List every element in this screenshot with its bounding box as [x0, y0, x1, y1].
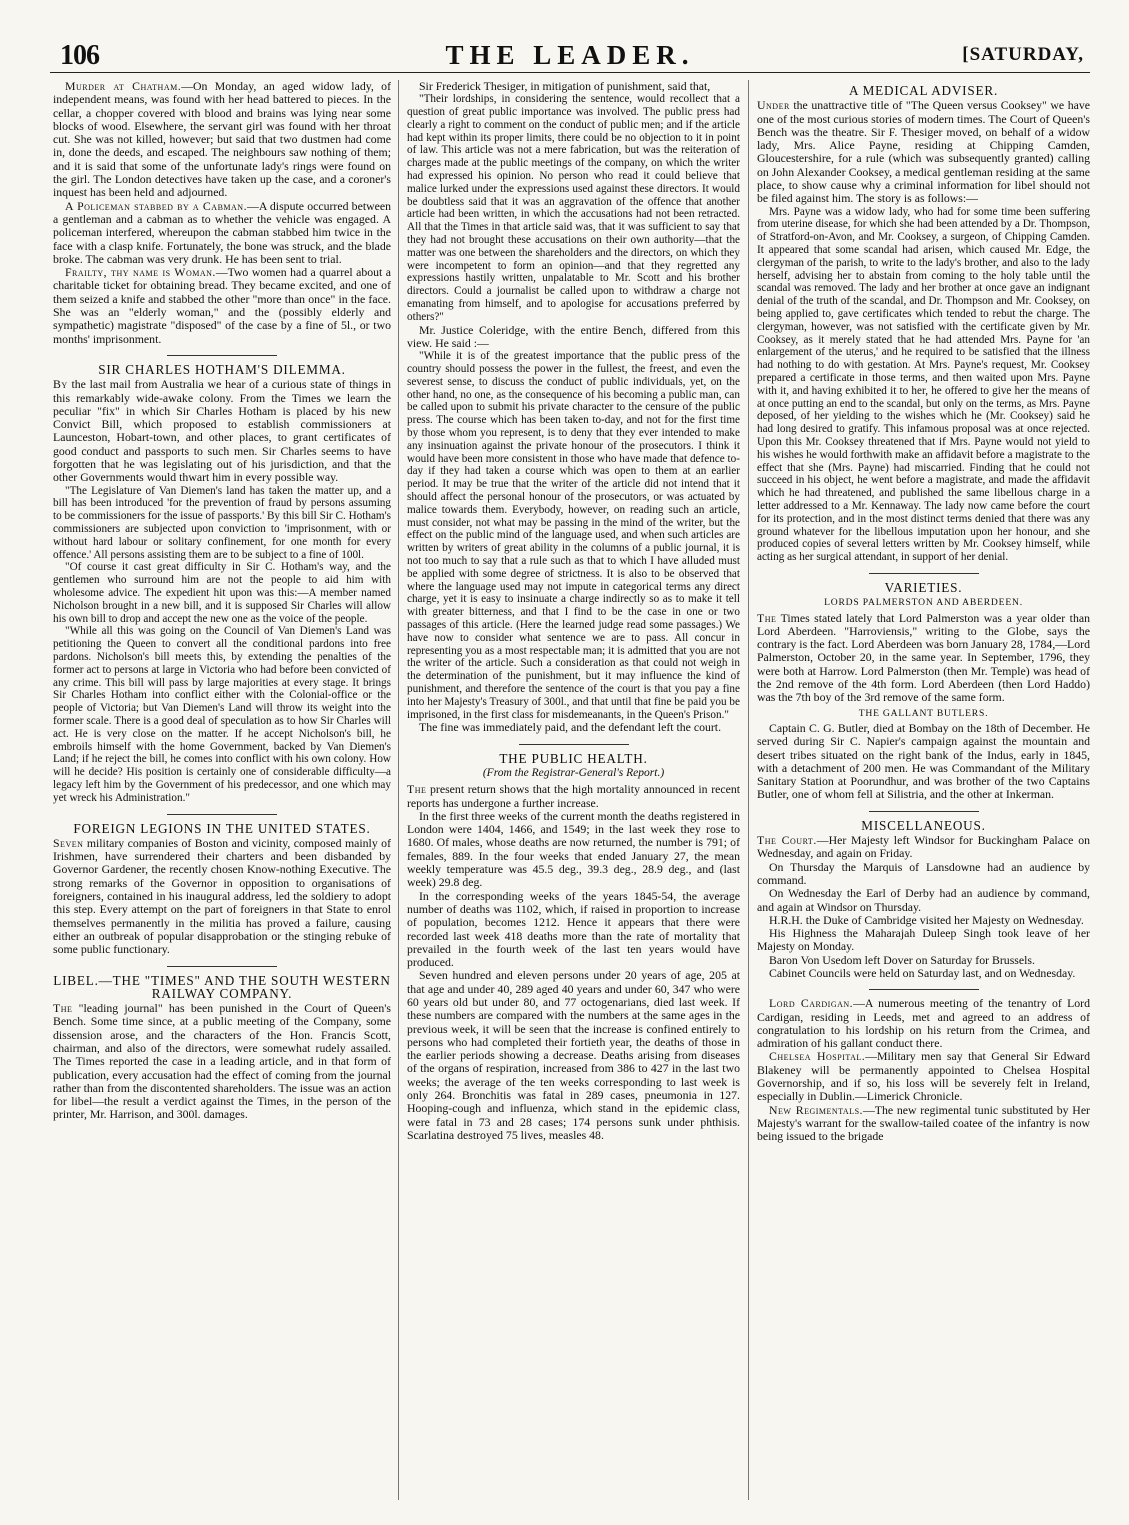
divider — [869, 573, 979, 574]
article-paragraph: Mrs. Payne was a widow lady, who had for some time been suffering from uterine disease, for which she had been attended by a Dr. Thompson, of Stratford-on-Avon, and Mr. Cooksey, a surgeon, of Chipping Camden. It appeared that some scandal had arisen, which caused Mr. Edge, the clergyman of the parish, to write to the lady's brother, and also to the lady herself, advising her to abstain from coming to the holy table until the scandal was removed. The lady and her brother at once gave an indignant denial of the truth of the scandal, and Dr. Thompson and Mr. Cooksey, on being applied to, gave certificates which tended to rebut the charge. The clergyman, however, was not satisfied with the certificate given by Mr. Cooksey, as it merely stated that he had attended Mrs. Payne for 'an enlargement of the uterus,' and he required to be satisfied that the illness had nothing to do with gestation. At Mrs. Payne's request, Mr. Cooksey prepared a certificate in those terms, and then waited upon Mrs. Payne with it, and having exhibited it to her, he offered to give her the means of at once putting an end to the scandal, but only on the terms, as Mrs. Payne deposed, of her yielding to the wishes which he (Mr. Cooksey) said he had long desired to gratify. This infamous proposal was at once rejected. Upon this Mr. Cooksey threatened that if Mrs. Payne would not yield to his wishes he would forthwith make an affidavit before a magistrate to the effect that she (Mrs. Payne) had miscarried. Finding that he could not succeed in his object, he went before a magistrate, and made the affidavit which he had threatened, and published the same libellous charge in a letter addressed to a Mr. Kennaway. The lady now came before the court for its protection, and in the most distinct terms denied that there was any ground whatever for the libellous imputation upon her honour, and she produced copies of several letters written by Mr. Cooksey himself, while acting as her surgical attendant, in support of her denial. — [757, 205, 1090, 564]
article-text: —The new regimental tunic substituted by Her Majesty's warrant for the swallow-tailed coatee of the infantry is now being issued to the brigade — [757, 1102, 1090, 1144]
article-paragraph — [407, 783, 740, 810]
quote-paragraph: "Of course it cast great difficulty in Sir C. Hotham's way, and the gentlemen who surround him are not the people to aid him with wholesome advice. The expedient hit upon was this:—A member named Nicholson brought in a new bill, and it is supposed Sir Charles will allow his own bill to drop and accept the new one as the voice of the people. — [53, 561, 391, 625]
section-subheading: THE GALLANT BUTLERS. — [858, 707, 989, 719]
article-paragraph: Cabinet Councils were held on Saturday last, and on Wednesday. — [769, 966, 1076, 980]
newspaper-title: THE LEADER. — [445, 40, 695, 70]
article-paragraph: Mr. Justice Coleridge, with the entire Bench, differed from this view. He said :— — [407, 322, 740, 350]
lead-in: Chelsea Hospital. — [769, 1049, 866, 1064]
divider — [519, 744, 629, 745]
article-heading: THE PUBLIC HEALTH. — [499, 750, 648, 766]
lead-in: By — [53, 377, 68, 392]
quote-paragraph: "While all this was going on the Council of Van Diemen's Land was petitioning the Queen to convert all the conditional pardons into free pardons. Nicholson's bill meets this, by extending the penalties of the former act to persons at large in Victoria who had before been convicted of any crime. This bill will pass by large majorities at every stage. It brings Sir Charles Hotham into conflict either with the Colonial-office or the people of Victoria; but Van Diemen's Land will throw its weight into the former scale. There is a good deal of speculation as to how Sir Charles will act. He is very close on the matter. If he accept Nicholson's bill, he embroils himself with the home Government, backed by Van Diemen's Land; if he reject the bill, he comes into conflict with his own colony. How will he decide? His position is certainly one of considerable difficulty—a legacy left him by the Government of his predecessor, and one which may yet wreck his Administration." — [53, 625, 391, 804]
article-paragraph: In the first three weeks of the current month the deaths registered in London were 1404, 1466, and 1549; in the last week they rose to 1680. Of males, whose deaths are now returned, the number is 791; of females, 889. In the four weeks that ended January 27, the mean weekly temperature was 45.5 deg., 39.3 deg., 28.9 deg., and (last week) 29.8 deg. — [407, 808, 740, 890]
masthead — [50, 38, 1090, 73]
article-paragraph — [757, 612, 1090, 705]
quote-paragraph: "While it is of the greatest importance that the public press of the country should possess the power in the fullest, the freest, and even the severest sense, to discuss the conduct of public individuals, yet, on the other hand, no one, as the consequence of his becoming a public man, can be called upon to submit his private character to the censure of the public press. The course which has been taken to-day, and not for the first time by those whom you represent, is to deny that they ever intended to make any insinuation against the private honour of the prosecutors. I think it would have been more consistent in those who have made that defence to-day if they had taken a course which was open to them at an earlier period. It may be true that the writer of the article did not intend that it should affect the personal honour of the prosecutors, or was actuated by malice towards them. Everybody, however, on reading such an article, must consider, not what may be passing in the mind of the writer, but the effect on the public mind of the language used, and when such articles are written by writers of great ability in the columns of a public journal, it is not too much to say that a rule such as that to which I have alluded must be applied with some degree of strictness. It is also to be observed that where the language used may not impute in categorical terms any direct charge, yet it is easy to insinuate a charge indirectly so as to make it tell with greater bitterness, and that I find to be the case in one or two passages of this article. (Here the learned judge read some passages.) We have now to consider what sentence we are to pass. All concur in representing you as a most respectable man; it is admitted that you are not the writer of the article. Such a consideration as that could not weigh in the determination of the punishment, but it may influence the kind of punishment, and therefore the sentence of the court is that you pay a fine into her Majesty's Treasury of 300l., and that until that fine be paid you be imprisoned, in the first class for misdemeanants, in the Queen's Prison." — [407, 350, 740, 721]
article-text: military companies of Boston and vicinity, composed mainly of Irishmen, have surrendered their charters and been disbanded by Governor Gardener, the recently chosen Know-nothing Executive. The strong remarks of the Governor in opposition to organisations of foreigners, contained in his inaugural address, led the soldiery to adopt this step. Every attempt on the part of foreigners in that State to enrol themselves permanently in the militia has proved a failure, causing either an outbreak of popular disapprobation or the stinging rebuke of some public functionary. — [53, 835, 391, 957]
divider — [167, 355, 277, 356]
article-paragraph — [757, 834, 1090, 861]
article-paragraph — [757, 1050, 1090, 1103]
article-text: —A numerous meeting of the tenantry of Lord Cardigan, residing in Leeds, met and agreed to an address of congratulation to his lordship on his return from the Crimea, and admiration of his gallant conduct there. — [757, 996, 1090, 1051]
column-middle — [398, 80, 740, 1500]
divider — [167, 814, 277, 815]
lead-in: Lord Cardigan. — [769, 996, 854, 1011]
article-text: —On Monday, an aged widow lady, of independent means, was found with her head battered to pieces. In the cellar, a chopper covered with blood and brains was lying near some blocks of wood. Elsewhere, the servant girl was found with her throat cut. She was not killed, however; but said that two dustmen had come in, done the deeds, and escaped. The neighbours saw nothing of them; and it is said that some of the unfortunate lady's rings were found on the girl. The London detectives have taken up the case, and a coroner's inquest has been held and adjourned. — [53, 80, 391, 200]
article-paragraph — [53, 837, 391, 957]
article-paragraph — [53, 378, 391, 484]
divider — [869, 811, 979, 812]
article-policeman — [53, 200, 391, 266]
article-murder — [53, 80, 391, 200]
article-text: —Her Majesty left Windsor for Buckingham Palace on Wednesday, and again on Friday. — [757, 833, 1090, 861]
article-paragraph: H.R.H. the Duke of Cambridge visited her Majesty on Wednesday. — [769, 912, 1084, 927]
article-paragraph — [53, 1002, 391, 1122]
lead-in: The — [407, 782, 427, 797]
lead-in: A Policeman stabbed by a Cabman. — [65, 198, 248, 213]
article-text: —Military men say that General Sir Edward Blakeney will be permanently appointed to Chelsea Hospital Governorship, and if so, his loss will be severely felt in Ireland, especially in Dublin.—Limerick Chronicle. — [757, 1049, 1090, 1104]
article-paragraph: Sir Frederick Thesiger, in mitigation of punishment, said that, — [419, 80, 711, 93]
article-heading: SIR CHARLES HOTHAM'S DILEMMA. — [98, 361, 346, 377]
article-text: Times stated lately that Lord Palmerston was a year older than Lord Aberdeen. "Harroviensis," writing to the Globe, says the contrary is the fact. Lord Aberdeen was born January 28, 1784,—Lord Palmerston, October 20, in the same year. In September, 1796, they were both at Harrow. Lord Palmerston (then Mr. Temple) was head of the 2nd remove of the 4th form. Lord Aberdeen (then Lord Haddo) was the 7th boy of the 3rd remove of the same form. — [757, 610, 1090, 705]
lead-in: Seven — [53, 835, 84, 850]
article-frailty — [53, 266, 391, 346]
divider — [869, 989, 979, 990]
article-paragraph: The fine was immediately paid, and the defendant left the court. — [419, 720, 722, 735]
article-paragraph: Seven hundred and eleven persons under 20 years of age, 205 at that age and under 40, 289 aged 40 years and under 60, 347 who were 60 years old but under 80, and 77 octogenarians, died last week. If these numbers are compared with the numbers at the same ages in the previous week, it will be seen that the increase is confined entirely to persons who had completed their fortieth year, the deaths of those in the earlier periods showing a decrease. Deaths arising from diseases of the organs of respiration, increased from 386 to 427 in the last two weeks; the average of the ten weeks corresponding to last week is only 264. Bronchitis was fatal in 289 cases, pneumonia in 127. Hooping-cough and influenza, which stand in the epidemic class, were fatal in 73 and 28 cases; 174 persons sunk under phthisis. Scarlatina destroyed 75 lives, measles 48. — [407, 968, 740, 1142]
article-paragraph: Captain C. G. Butler, died at Bombay on the 18th of December. He served during Sir C. Napier's campaign against the mountain and desert tribes situated on the right bank of the Indus, early in 1845, with a detachment of 200 men. He was Commandant of the Military Sanitary Station at Poorundhur, and was brother of the two Captains Butler, one of whom fell at Silistria, and the other at Inkerman. — [757, 720, 1090, 802]
article-heading: FOREIGN LEGIONS IN THE UNITED STATES. — [73, 820, 371, 836]
article-paragraph — [757, 997, 1090, 1050]
article-heading: MISCELLANEOUS. — [861, 817, 986, 833]
article-paragraph: In the corresponding weeks of the years 1845-54, the average number of deaths was 1102, which, if raised in proportion to increase of population, becomes 1212. Hence it appears that there were recorded last week 418 deaths more than the rate of mortality that prevailed in the fourth week of the last ten years would have produced. — [407, 888, 740, 970]
quote-paragraph: "Their lordships, in considering the sentence, would recollect that a question of great public importance was involved. The public press had clearly a right to comment on the conduct of public men; and if the article had kept within its proper limits, there could be no objection to it in point of law. This article was not a mere fabrication, but was the reiteration of charges made at the public meetings of the company, on which the writer had expressed his opinion. No person who read it could believe that malice lurked under the expressions used against these directors. It would be doubtless said that it was an aggravation of the offence that another article had been written, in which the accusations had not been retracted. All that the Times in that article said was, that it was sufficient to say that they had not brought these accusations on their own authority—that the matter was one between the shareholders and the directors, on which they were incompetent to form an opinion—and that they regretted any expressions hastily written, unpalatable to Mr. Scott and his brother directors. Could a journalist be called upon to withdraw a charge not emanating from himself, and to apologise for accusations preferred by others?" — [407, 93, 740, 323]
article-heading: A MEDICAL ADVISER. — [848, 83, 999, 98]
lead-in: Under — [757, 98, 790, 113]
masthead-day: [SATURDAY, — [962, 44, 1084, 65]
article-paragraph: On Thursday the Marquis of Lansdowne had an audience by command. — [757, 859, 1090, 887]
article-text: present return shows that the high mortality announced in recent reports has undergone a further increase. — [407, 782, 740, 810]
article-paragraph: On Wednesday the Earl of Derby had an audience by command, and again at Windsor on Thursday. — [757, 886, 1090, 914]
article-text: the unattractive title of "The Queen versus Cooksey" we have one of the most curious stories of modern times. The Court of Queen's Bench was the theatre. Sir F. Thesiger moved, on behalf of a widow lady, Mrs. Alice Payne, residing at Chipping Camden, Gloucestershire, for a rule (which was subsequently granted) calling on John Alexander Cooksey, a medical gentleman residing at the same place, to show cause why a criminal information for libel should not be filed against him. The story is as follows:— — [757, 98, 1090, 206]
article-text: —Two women had a quarrel about a charitable ticket for obtaining bread. They became excited, and one of them seized a knife and stabbed the other "more than once" in the face. She was an "elderly woman," and the (possibly elderly and sympathetic) magistrate "disposed" of the case by a fine of 5l., or two months' imprisonment. — [53, 265, 391, 346]
article-heading: VARIETIES. — [884, 579, 963, 595]
page-number: 106 — [60, 40, 99, 71]
article-text: —A dispute occurred between a gentleman and a cabman as to whether the vehicle was engaged. A policeman interfered, whereupon the cabman stabbed him twice in the face with a clasp knife. Fortunately, the bone was struck, and the blade broke. The cabman was very drunk. He has been sent to trial. — [53, 198, 391, 266]
divider — [167, 966, 277, 967]
section-subheading: LORDS PALMERSTON AND ABERDEEN. — [824, 597, 1023, 609]
article-heading: LIBEL.—THE "TIMES" AND THE SOUTH WESTERN RAILWAY COMPANY. — [53, 972, 391, 1001]
column-left — [53, 80, 391, 1500]
quote-paragraph: "The Legislature of Van Diemen's land has taken the matter up, and a bill has been introduced 'for the prevention of fraud by persons assuming to be commissioners for the issue of passports.' By this bill Sir C. Hotham's commissioners are subjected upon conviction to 'imprisonment, with or without hard labour or solitary confinement, for one month for every offence.' All persons assisting them are to be subject to a fine of 100l. — [53, 484, 391, 561]
article-paragraph — [757, 99, 1090, 205]
article-text: "leading journal" has been punished in the Court of Queen's Bench. Some time since, at a public meeting of the Company, some dissension arose, and the characters of the Hon. Francis Scott, chairman, and also of the directors, were somewhat rudely assailed. The Times reported the case in a leading article, and in that form of publication, every accusation had the effect of coming from the journal rather than from the discontented shareholders. The issue was an action for libel—the result a verdict against the Times, in the person of the printer, Mr. Harrison, and 300l. damages. — [53, 1001, 391, 1122]
article-paragraph — [757, 1104, 1090, 1144]
lead-in: The — [53, 1001, 73, 1016]
lead-in: The Court. — [757, 833, 817, 848]
article-subheading: (From the Registrar-General's Report.) — [482, 766, 665, 779]
lead-in: The — [757, 610, 777, 625]
lead-in: New Regimentals. — [769, 1102, 863, 1117]
column-right — [748, 80, 1090, 1500]
article-paragraph: His Highness the Maharajah Duleep Singh took leave of her Majesty on Monday. — [757, 926, 1090, 954]
lead-in: Murder at Chatham. — [65, 80, 182, 93]
article-text: the last mail from Australia we hear of a curious state of things in this remarkably wide-awake colony. From the Times we learn the peculiar "fix" in which Sir Charles Hotham is placed by his new Convict Bill, which proposed to establish commissioners at Launceston, Hobart-town, and other places, to grant certificates of good conduct and passports to such men. Sir Charles seems to have forgotten that he was legislating out of his jurisdiction, and that the other Governments would thwart him in every possible way. — [53, 377, 391, 485]
article-paragraph: Baron Von Usedom left Dover on Saturday for Brussels. — [769, 952, 1035, 967]
lead-in: Frailty, thy name is Woman. — [65, 265, 216, 280]
